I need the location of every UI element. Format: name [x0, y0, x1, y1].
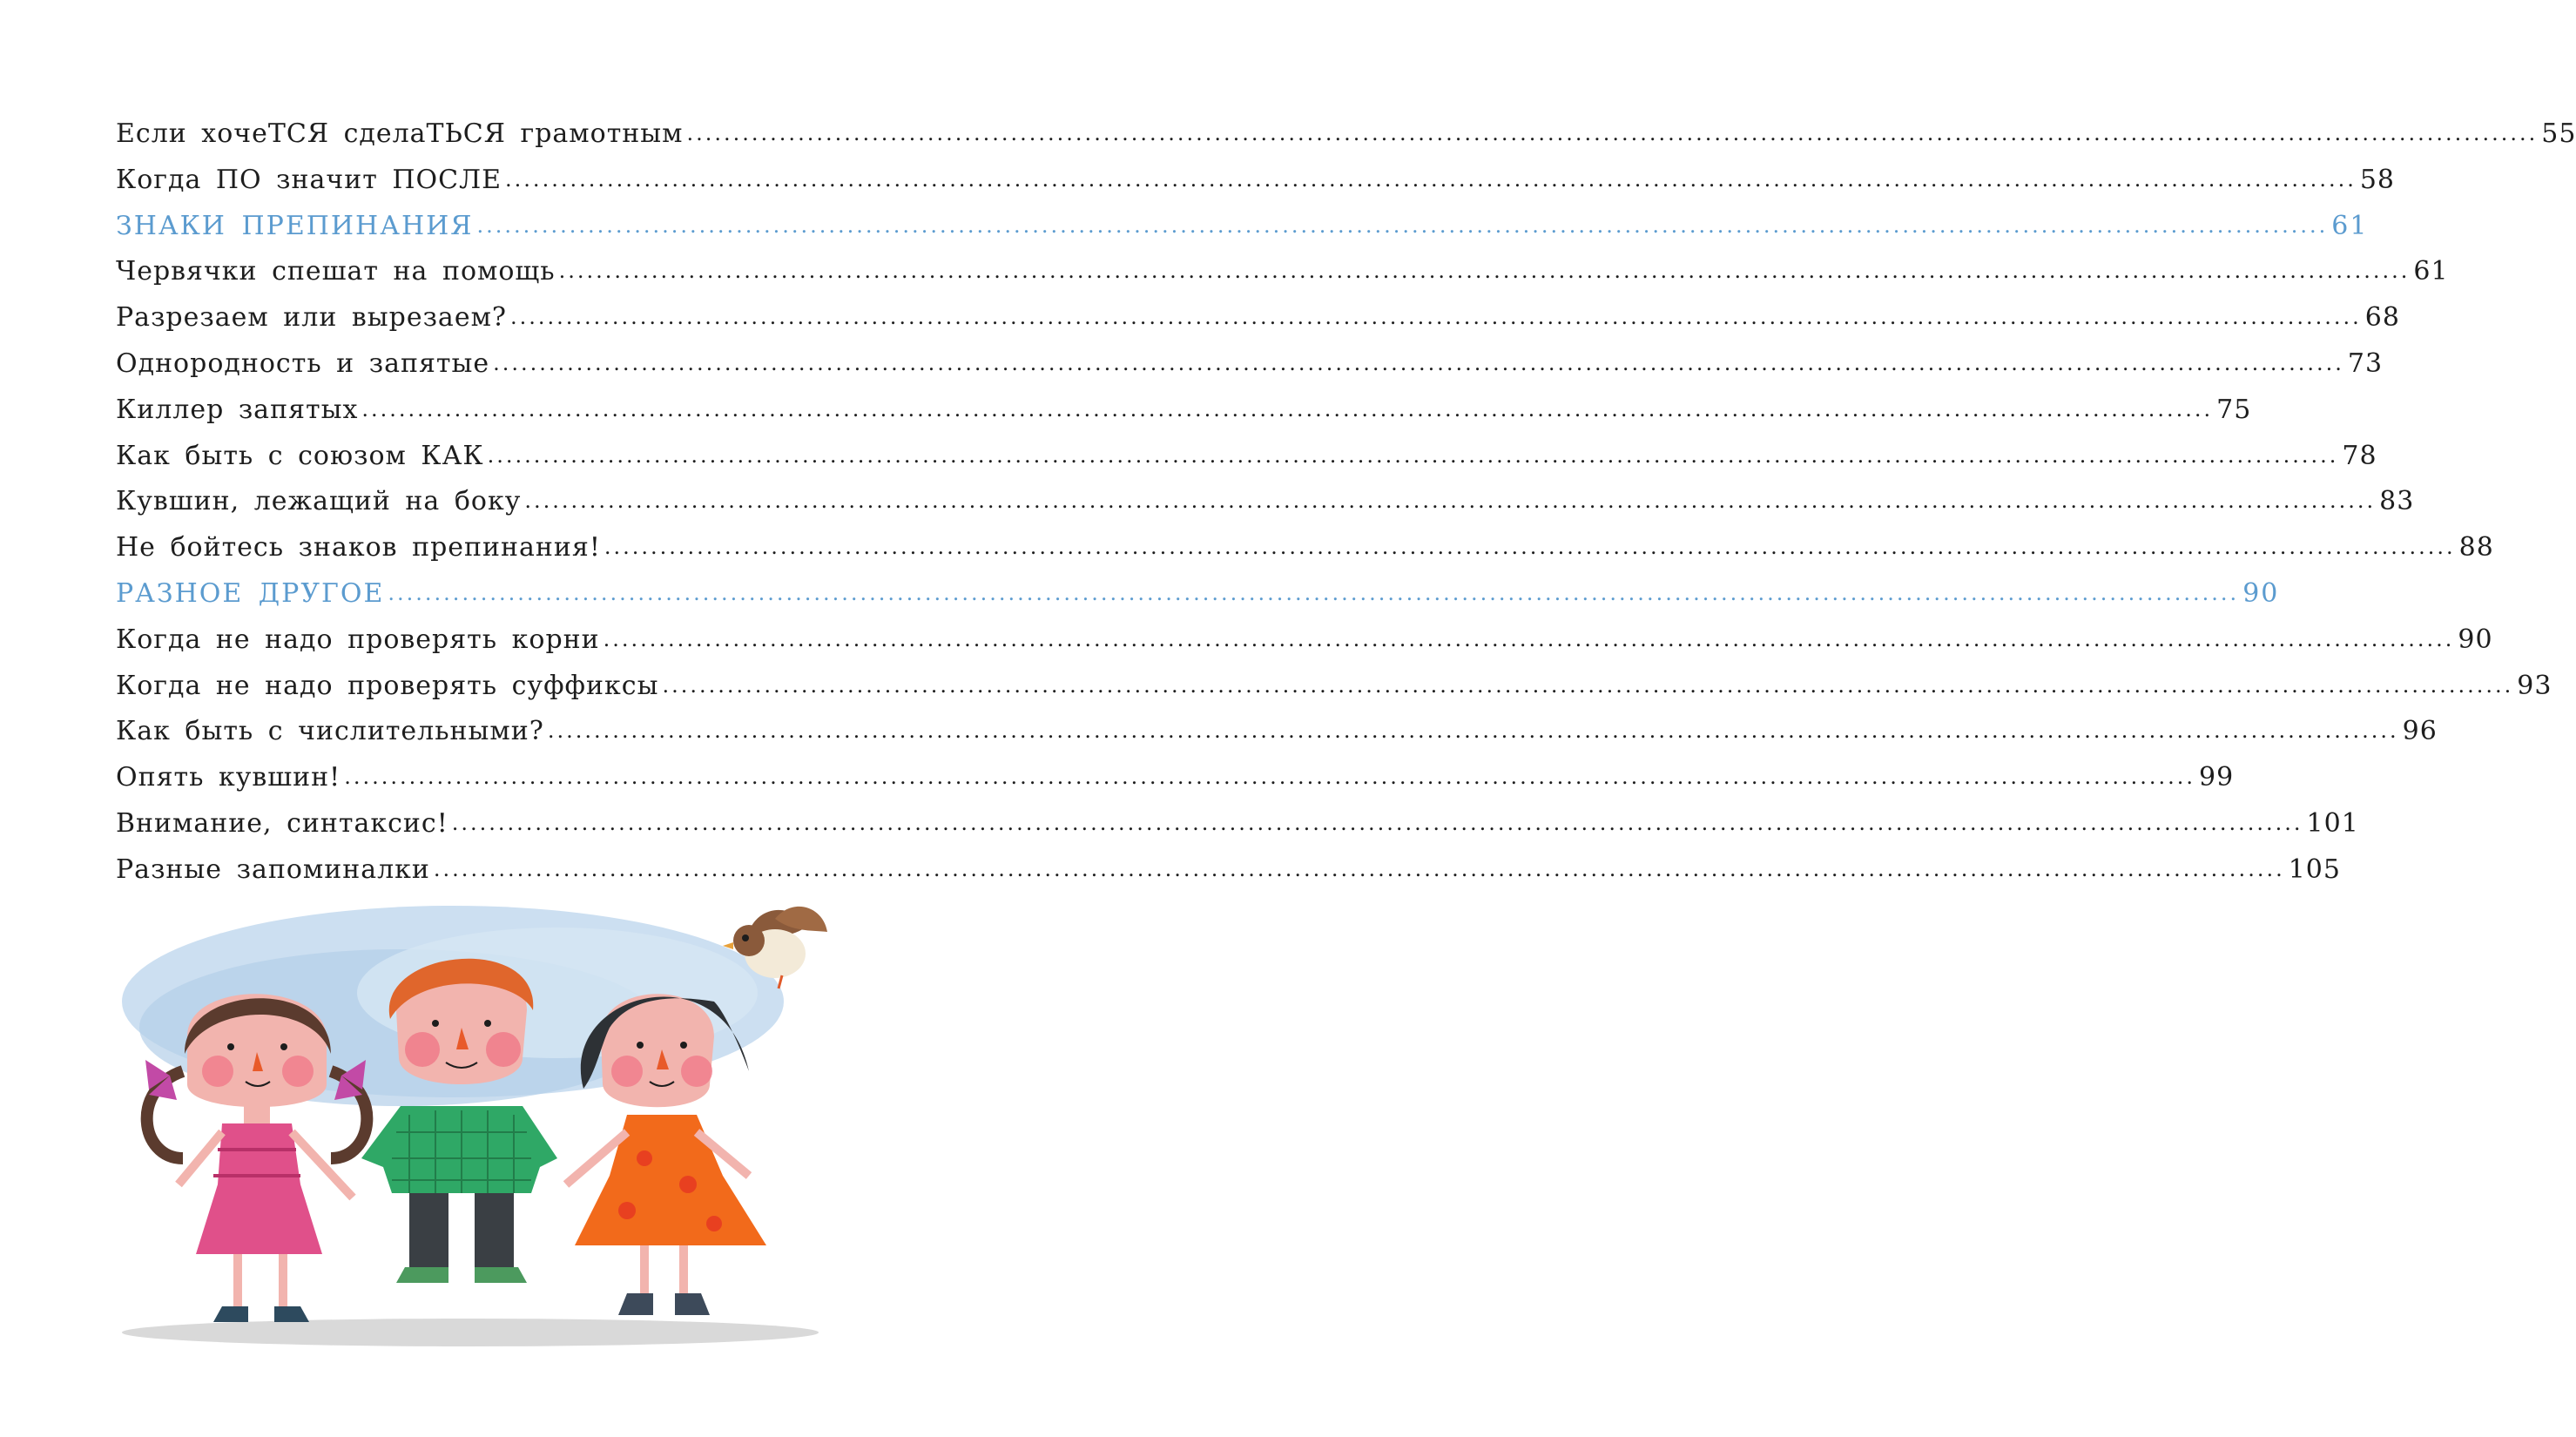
toc-page-number: 83 [2379, 486, 2415, 517]
toc-page-number: 99 [2199, 762, 2235, 793]
toc-entry-row [116, 249, 2449, 295]
toc-entry-row [116, 801, 2359, 847]
toc-dot-leader: ........................................................................................................................................................................................................ [487, 442, 2339, 468]
toc-page-number: 75 [2216, 394, 2252, 425]
toc-entry-title: Как быть с союзом КАК [116, 440, 484, 471]
toc-entry-title: Если хочеТСЯ сделаТЬСЯ грамотным [116, 118, 684, 149]
toc-section-title: РАЗНОЕ ДРУГОЕ [116, 577, 385, 609]
toc-page-number: 58 [2359, 164, 2396, 195]
toc-dot-leader: ........................................................................................................................................................................................................ [433, 856, 2285, 881]
toc-entry-row [116, 341, 2384, 388]
toc-dot-leader: ........................................................................................................................................................................................................ [662, 672, 2514, 698]
toc-entry-row [116, 709, 2438, 755]
toc-page-number: 96 [2402, 716, 2438, 747]
ground-shadow [122, 1319, 819, 1346]
toc-entry-row [116, 617, 2493, 664]
toc-dot-leader: ........................................................................................................................................................................................................ [361, 396, 2214, 422]
toc-dot-leader: ........................................................................................................................................................................................................ [603, 626, 2455, 651]
toc-entry-row [116, 111, 2576, 158]
children-illustration [0, 897, 923, 1385]
toc-dot-leader: ........................................................................................................................................................................................................ [524, 489, 2377, 514]
toc-entry-row [116, 664, 2552, 710]
toc-dot-leader: ........................................................................................................................................................................................................ [686, 121, 2539, 145]
toc-entry-row [116, 847, 2341, 894]
toc-entry-row [116, 158, 2396, 204]
toc-section-row [116, 571, 2280, 617]
toc-entry-row [116, 479, 2415, 525]
toc-page-number: 55 [2541, 118, 2576, 149]
toc-page-number: 93 [2517, 670, 2552, 701]
toc-entry-title: Не бойтесь знаков препинания! [116, 532, 601, 563]
toc-dot-leader: ........................................................................................................................................................................................................ [505, 166, 2357, 192]
toc-page-number: 105 [2288, 853, 2341, 885]
toc-entry-title: Киллер запятых [116, 394, 359, 425]
toc-entry-row [116, 434, 2377, 480]
toc-dot-leader: ........................................................................................................................................................................................................ [388, 580, 2240, 605]
toc-page-number: 61 [2331, 210, 2369, 241]
toc-entry-title: Когда не надо проверять суффиксы [116, 670, 659, 701]
table-of-contents [116, 111, 2576, 894]
toc-dot-leader: ........................................................................................................................................................................................................ [558, 259, 2411, 284]
toc-entry-title: Червячки спешат на помощь [116, 256, 556, 287]
toc-entry-title: Однородность и запятые [116, 347, 490, 379]
toc-entry-title: Разные запоминалки [116, 853, 430, 885]
toc-page-number: 61 [2413, 256, 2449, 287]
toc-page-number: 78 [2342, 440, 2377, 471]
toc-page-number: 68 [2364, 302, 2400, 334]
toc-entry-row [116, 525, 2494, 571]
toc-entry-title: Кувшин, лежащий на боку [116, 486, 522, 517]
toc-dot-leader: ........................................................................................................................................................................................................ [510, 305, 2362, 330]
toc-entry-title: Как быть с числительными? [116, 716, 544, 747]
toc-entry-row [116, 755, 2235, 801]
toc-dot-leader: ........................................................................................................................................................................................................ [344, 765, 2195, 790]
toc-entry-title: Когда не надо проверять корни [116, 624, 600, 655]
toc-entry-title: Когда ПО значит ПОСЛЕ [116, 164, 502, 195]
toc-dot-leader: ........................................................................................................................................................................................................ [451, 810, 2303, 835]
toc-entry-title: Опять кувшин! [116, 762, 341, 793]
toc-dot-leader: ........................................................................................................................................................................................................ [604, 535, 2456, 560]
toc-page-number: 90 [2458, 624, 2493, 655]
toc-page-number: 88 [2458, 532, 2494, 563]
toc-entry-title: Внимание, синтаксис! [116, 807, 448, 839]
toc-dot-leader: ........................................................................................................................................................................................................ [476, 213, 2329, 238]
toc-dot-leader: ........................................................................................................................................................................................................ [547, 718, 2399, 744]
toc-entry-row [116, 388, 2252, 434]
toc-entry-row [116, 295, 2400, 341]
toc-page-number: 90 [2242, 577, 2280, 609]
toc-dot-leader: ........................................................................................................................................................................................................ [493, 350, 2344, 375]
toc-page-number: 73 [2347, 347, 2384, 379]
toc-page-number: 101 [2306, 807, 2359, 839]
toc-section-title: ЗНАКИ ПРЕПИНАНИЯ [116, 210, 474, 241]
toc-section-row [116, 204, 2369, 250]
toc-entry-title: Разрезаем или вырезаем? [116, 302, 507, 334]
